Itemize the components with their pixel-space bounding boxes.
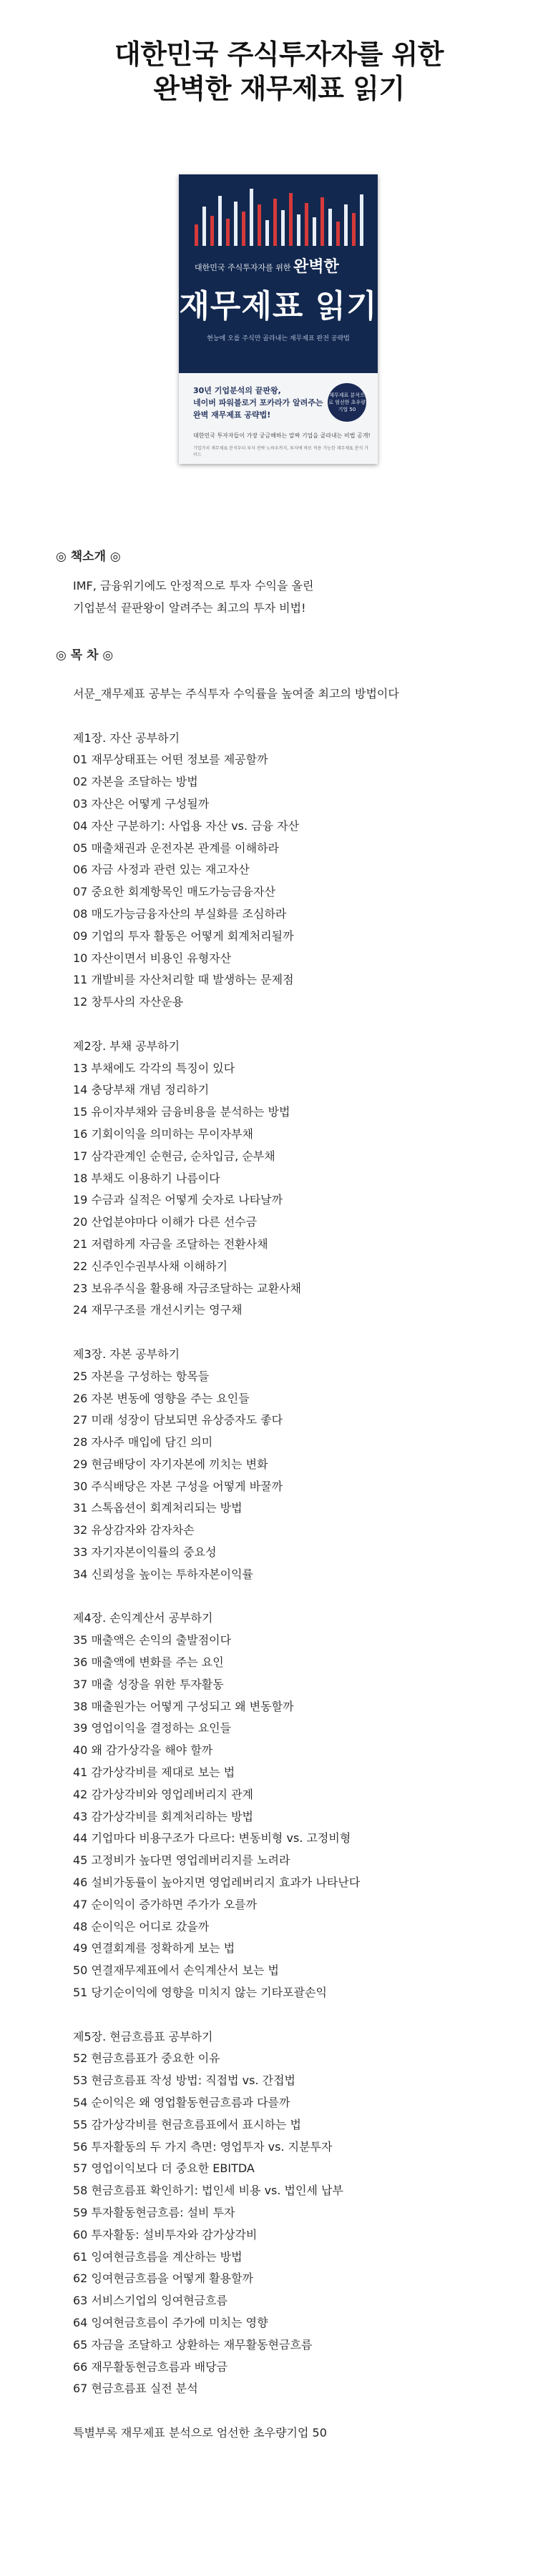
- toc-item: 05 매출채권과 운전자본 관계를 이해하라: [73, 841, 279, 855]
- cover-bar: [195, 224, 198, 246]
- toc-item: 63 서비스기업의 잉여현금흐름: [73, 2294, 228, 2308]
- title-line-2: 완벽한 재무제표 읽기: [153, 73, 405, 104]
- toc-item: 58 현금흐름표 확인하기: 법인세 비용 vs. 법인세 납부: [73, 2184, 343, 2198]
- cover-bar: [226, 219, 230, 246]
- intro-text: [73, 575, 313, 619]
- toc-item: 59 투자활동현금흐름: 설비 투자: [73, 2205, 235, 2219]
- toc-spacer: [73, 2004, 531, 2026]
- toc-item: 32 유상감자와 감자차손: [73, 1523, 195, 1537]
- toc-item: 57 영업이익보다 더 중요한 EBITDA: [73, 2161, 255, 2176]
- page-title: [0, 37, 558, 106]
- toc-spacer: [73, 1322, 531, 1344]
- toc-item: 46 설비가동률이 높아지면 영업레버리지 효과가 나타난다: [73, 1876, 361, 1890]
- table-of-contents: [73, 683, 531, 2444]
- intro-line: 기업분석 끝판왕이 알려주는 최고의 투자 비법!: [73, 601, 306, 615]
- toc-item: 11 개발비를 자산처리할 때 발생하는 문제점: [73, 973, 294, 987]
- cover-panel-line: 완벽 재무제표 공략법!: [193, 410, 271, 420]
- toc-spacer: [73, 1014, 531, 1036]
- toc-chapter-heading: 제3장. 자본 공부하기: [73, 1347, 180, 1361]
- toc-item: 22 신주인수권부사채 이해하기: [73, 1259, 228, 1273]
- toc-item: 23 보유주식을 활용해 자금조달하는 교환사채: [73, 1281, 301, 1295]
- toc-item: 29 현금배당이 자기자본에 끼치는 변화: [73, 1457, 268, 1471]
- cover-bar: [352, 213, 356, 246]
- cover-bar: [202, 207, 206, 246]
- toc-item: 65 자금을 조달하고 상환하는 재무활동현금흐름: [73, 2337, 313, 2352]
- toc-item: 02 자본을 조달하는 방법: [73, 775, 198, 789]
- cover-panel-line: 네이버 파워블로거 포카라가 알려주는: [193, 398, 323, 407]
- toc-item: 10 자산이면서 비용인 유형자산: [73, 951, 232, 965]
- toc-item: 03 자산은 어떻게 구성될까: [73, 796, 210, 811]
- cover-bar: [344, 204, 348, 246]
- toc-spacer: [73, 1586, 531, 1608]
- toc-item: 34 신뢰성을 높이는 투하자본이익률: [73, 1567, 254, 1581]
- toc-item: 21 저렴하게 자금을 조달하는 전환사채: [73, 1237, 268, 1251]
- toc-item: 25 자본을 구성하는 항목들: [73, 1369, 210, 1383]
- toc-item: 06 자금 사정과 관련 있는 재고자산: [73, 863, 250, 877]
- toc-item: 04 자산 구분하기: 사업용 자산 vs. 금융 자산: [73, 818, 300, 833]
- toc-item: 52 현금흐름표가 중요한 이유: [73, 2051, 220, 2066]
- cover-subtitle: 현능에 오를 주식만 골라내는 재무제표 완전 공략법: [207, 335, 350, 342]
- toc-chapter-heading: 제5장. 현금흐름표 공부하기: [73, 2029, 213, 2044]
- toc-item: 31 스톡옵션이 회계처리되는 방법: [73, 1501, 243, 1515]
- toc-item: 54 순이익은 왜 영업활동현금흐름과 다를까: [73, 2096, 290, 2109]
- cover-bar: [242, 212, 245, 246]
- toc-item: 20 산업분야마다 이해가 다른 선수금: [73, 1215, 258, 1229]
- toc-item: 47 순이익이 증가하면 주가가 오를까: [73, 1897, 258, 1911]
- cover-bar: [258, 204, 261, 246]
- cover-bar: [336, 222, 340, 246]
- toc-spacer: [73, 2400, 531, 2422]
- cover-bar: [289, 193, 293, 246]
- cover-bar: [320, 197, 324, 246]
- cover-bar: [360, 194, 363, 246]
- intro-line: IMF, 금융위기에도 안정적으로 투자 수익을 올린: [73, 579, 314, 593]
- cover-bar: [210, 216, 214, 246]
- cover-bar: [218, 196, 222, 246]
- cover-bar: [305, 203, 308, 246]
- toc-item: 18 부채도 이용하기 나름이다: [73, 1171, 220, 1185]
- toc-item: 49 연결회계를 정확하게 보는 법: [73, 1941, 235, 1956]
- cover-bar: [273, 199, 277, 246]
- toc-item: 60 투자활동: 설비투자와 감가상각비: [73, 2227, 258, 2241]
- toc-item: 51 당기순이익에 영향을 미치지 않는 기타포괄손익: [73, 1986, 327, 2000]
- toc-item: 44 기업마다 비용구조가 다르다: 변동비형 vs. 고정비형: [73, 1831, 351, 1846]
- toc-chapter-heading: 제1장. 자산 공부하기: [73, 730, 180, 745]
- toc-item: 특별부록 재무제표 분석으로 엄선한 초우량기업 50: [73, 2425, 327, 2439]
- toc-item: 53 현금흐름표 작성 방법: 직접법 vs. 간접법: [73, 2074, 295, 2088]
- toc-item: 24 재무구조를 개선시키는 영구채: [73, 1303, 243, 1317]
- toc-chapter-heading: 제4장. 손익계산서 공부하기: [73, 1611, 213, 1625]
- toc-item: 35 매출액은 손익의 출발점이다: [73, 1633, 232, 1648]
- toc-item: 37 매출 성장을 위한 투자활동: [73, 1677, 224, 1691]
- toc-heading: ◎ 목 차 ◎: [56, 648, 114, 663]
- intro-heading: ◎ 책소개 ◎: [56, 550, 121, 564]
- cover-panel-text: [193, 385, 323, 421]
- toc-item: 50 연결재무제표에서 손익계산서 보는 법: [73, 1963, 279, 1978]
- toc-item: 39 영업이익을 결정하는 요인들: [73, 1721, 232, 1735]
- cover-big-title: 재무제표 읽기: [179, 288, 378, 325]
- cover-panel-line: 30년 기업분석의 끝판왕,: [193, 386, 281, 395]
- toc-item: 40 왜 감가상각을 해야 할까: [73, 1743, 213, 1758]
- toc-item: 66 재무활동현금흐름과 배당금: [73, 2359, 228, 2374]
- toc-item: 17 삼각관계인 순현금, 순차입금, 순부채: [73, 1149, 275, 1163]
- toc-item: 45 고정비가 높다면 영업레버리지를 노려라: [73, 1853, 290, 1868]
- toc-item: 07 중요한 회계항목인 매도가능금융자산: [73, 885, 275, 899]
- cover-bar: [234, 202, 238, 246]
- toc-item: 28 자사주 매입에 담긴 의미: [73, 1435, 213, 1450]
- toc-item: 36 매출액에 변화를 주는 요인: [73, 1655, 224, 1670]
- toc-item: 19 수금과 실적은 어떻게 숫자로 나타날까: [73, 1193, 283, 1207]
- toc-item: 41 감가상각비를 제대로 보는 법: [73, 1765, 235, 1780]
- toc-item: 09 기업의 투자 활동은 어떻게 회계처리될까: [73, 928, 294, 943]
- cover-bar: [250, 189, 253, 246]
- toc-item: 15 유이자부채와 금융비용을 분석하는 방법: [73, 1105, 290, 1119]
- toc-item: 62 잉여현금흐름을 어떻게 활용할까: [73, 2272, 254, 2286]
- toc-item: 27 미래 성장이 담보되면 유상증자도 좋다: [73, 1413, 283, 1427]
- cover-small-title-text: 대한민국 주식투자자를 위한: [195, 263, 291, 272]
- title-line-1: 대한민국 주식투자자를 위한: [114, 39, 444, 70]
- toc-item: 12 창투사의 자산운용: [73, 995, 184, 1009]
- cover-badge: 재무제표 분석으로 엄선한 초우량기업 50: [328, 383, 366, 422]
- toc-item: 14 충당부채 개념 정리하기: [73, 1083, 210, 1097]
- toc-item: 13 부채에도 각각의 특징이 있다: [73, 1061, 235, 1075]
- cover-bar: [328, 209, 332, 246]
- toc-chapter-heading: 제2장. 부채 공부하기: [73, 1039, 180, 1053]
- toc-item: 33 자기자본이익률의 중요성: [73, 1545, 217, 1560]
- cover-bar: [281, 210, 285, 246]
- toc-item: 55 감가상각비를 현금흐름표에서 표시하는 법: [73, 2117, 301, 2131]
- toc-item: 48 순이익은 어디로 갔을까: [73, 1919, 210, 1933]
- cover-panel: [179, 373, 378, 464]
- toc-item: 42 감가상각비와 영업레버리지 관계: [73, 1787, 254, 1801]
- toc-item: 67 현금흐름표 실전 분석: [73, 2382, 198, 2396]
- toc-item: 56 투자활동의 두 가지 측면: 영업투자 vs. 지분투자: [73, 2139, 333, 2154]
- toc-spacer: [73, 705, 531, 728]
- toc-item: 서문_재무제표 공부는 주식투자 수익률을 높여줄 최고의 방법이다: [73, 687, 399, 700]
- toc-item: 61 잉여현금흐름을 계산하는 방법: [73, 2249, 243, 2264]
- cover-bar: [297, 214, 300, 246]
- book-cover: [179, 174, 378, 464]
- cover-panel-caption: 대한민국 투자자들이 가장 궁금해하는 알짜 기업을 골라내는 비법 공개!: [193, 432, 371, 439]
- toc-item: 64 잉여현금흐름이 주가에 미치는 영향: [73, 2315, 268, 2329]
- cover-accent-title: 완벽한: [293, 258, 339, 276]
- cover-bar: [265, 220, 269, 246]
- toc-item: 43 감가상각비를 회계처리하는 방법: [73, 1809, 254, 1823]
- toc-item: 30 주식배당은 자본 구성을 어떻게 바꿀까: [73, 1479, 283, 1493]
- cover-bar: [313, 217, 316, 246]
- toc-item: 16 기회이익을 의미하는 무이자부채: [73, 1126, 254, 1141]
- toc-item: 38 매출원가는 어떻게 구성되고 왜 변동할까: [73, 1699, 294, 1713]
- toc-item: 26 자본 변동에 영향을 주는 요인들: [73, 1391, 250, 1405]
- cover-panel-fineprint: 기업가치 재무제표 분석부터 투자 전략 노하우까지, 투자에 바로 적용 가능한 재무제표 분석 가이드: [193, 446, 369, 457]
- toc-item: 08 매도가능금융자산의 부실화를 조심하라: [73, 906, 287, 921]
- toc-item: 01 재무상태표는 어떤 정보를 제공할까: [73, 753, 268, 767]
